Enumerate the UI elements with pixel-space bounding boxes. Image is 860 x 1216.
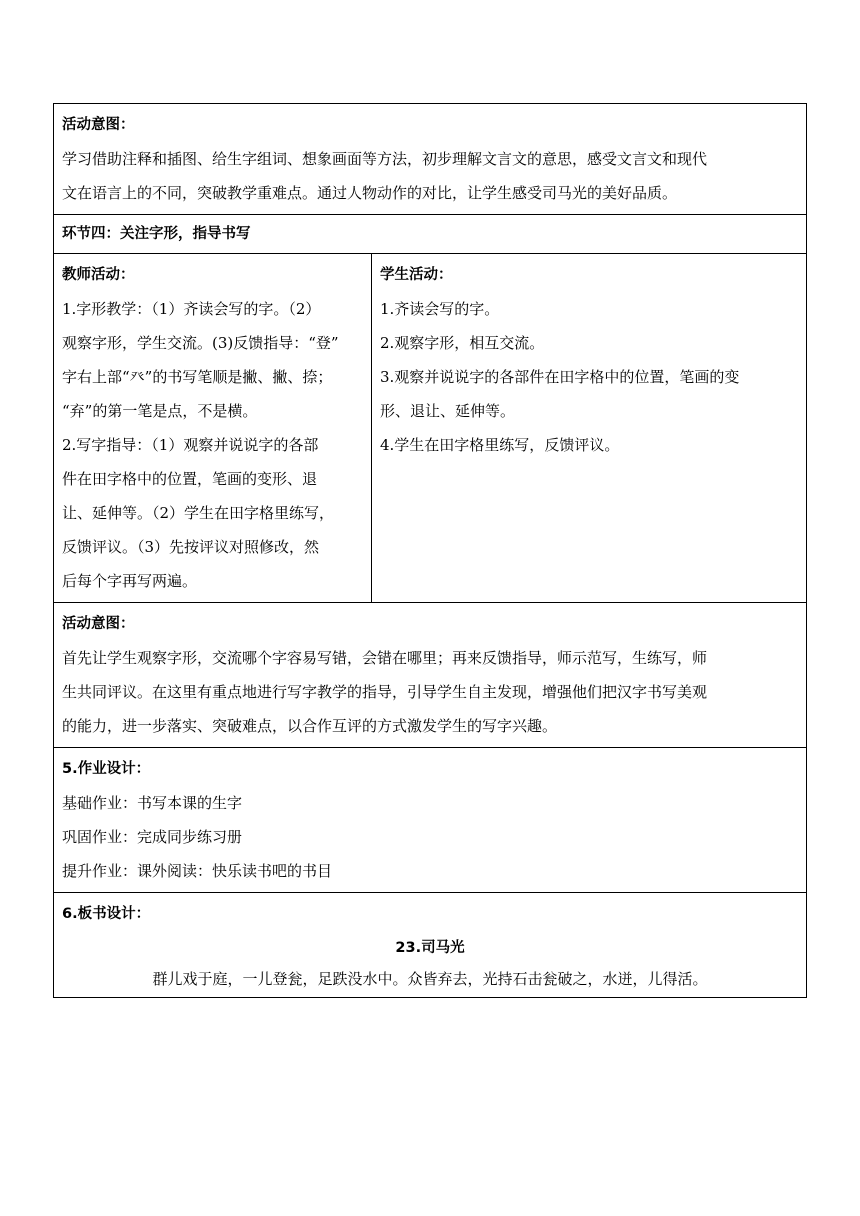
lesson-plan-table xyxy=(53,103,807,998)
homework-line: 基础作业：书写本课的生字 xyxy=(62,794,243,812)
intent2-cell xyxy=(54,603,807,748)
step4-title: 环节四：关注字形，指导书写 xyxy=(62,226,251,242)
student-line: 1.齐读会写的字。 xyxy=(380,300,500,318)
intent1-title: 活动意图： xyxy=(62,117,135,133)
teacher-line: 后每个字再写两遍。 xyxy=(62,572,198,590)
intent1-row xyxy=(54,104,807,215)
homework-line: 巩固作业：完成同步练习册 xyxy=(62,828,243,846)
teacher-line: 1.字形教学：（1）齐读会写的字。（2） xyxy=(62,300,321,318)
lesson-plan-page xyxy=(53,103,806,998)
homework-row xyxy=(54,748,807,893)
homework-title: 5.作业设计： xyxy=(62,761,151,777)
board-row xyxy=(54,893,807,998)
homework-cell xyxy=(54,748,807,893)
student-line: 4.学生在田字格里练写，反馈评议。 xyxy=(380,436,620,454)
student-line: 形、退让、延伸等。 xyxy=(380,402,516,420)
teacher-line: “弃”的第一笔是点，不是横。 xyxy=(62,402,258,420)
intent2-line: 生共同评议。在这里有重点地进行写字教学的指导，引导学生自主发现，增强他们把汉字书写美观 xyxy=(62,683,708,701)
intent2-line: 的能力，进一步落实、突破难点，以合作互评的方式激发学生的写字兴趣。 xyxy=(62,717,558,735)
teacher-line: 反馈评议。（3）先按评议对照修改，然 xyxy=(62,538,320,556)
student-cell xyxy=(372,254,807,603)
teacher-title: 教师活动： xyxy=(62,267,135,283)
teacher-line: 观察字形，学生交流。(3)反馈指导：“登” xyxy=(62,334,339,352)
teacher-cell xyxy=(54,254,372,603)
step4-row xyxy=(54,215,807,254)
student-line: 2.观察字形，相互交流。 xyxy=(380,334,545,352)
teacher-line: 字右上部“癶”的书写笔顺是撇、撇、捺； xyxy=(62,368,333,386)
board-text: 群儿戏于庭，一儿登瓮，足跌没水中。众皆弃去，光持石击瓮破之，水迸，儿得活。 xyxy=(152,970,708,988)
activities-row xyxy=(54,254,807,603)
board-lesson-title: 23.司马光 xyxy=(395,940,465,956)
homework-line: 提升作业：课外阅读：快乐读书吧的书目 xyxy=(62,862,333,880)
student-line: 3.观察并说说字的各部件在田字格中的位置，笔画的变 xyxy=(380,368,740,386)
board-cell xyxy=(54,893,807,998)
intent2-row xyxy=(54,603,807,748)
teacher-line: 件在田字格中的位置，笔画的变形、退 xyxy=(62,470,318,488)
intent1-line: 文在语言上的不同，突破教学重难点。通过人物动作的对比，让学生感受司马光的美好品质。 xyxy=(62,184,678,202)
teacher-line: 2.写字指导：（1）观察并说说字的各部 xyxy=(62,436,319,454)
intent1-cell xyxy=(54,104,807,215)
teacher-line: 让、延伸等。（2）学生在田字格里练写， xyxy=(62,504,335,522)
intent2-title: 活动意图： xyxy=(62,616,135,632)
student-title: 学生活动： xyxy=(380,267,453,283)
board-title: 6.板书设计： xyxy=(62,906,151,922)
intent2-line: 首先让学生观察字形，交流哪个字容易写错，会错在哪里；再来反馈指导，师示范写，生练写，师 xyxy=(62,649,708,667)
intent1-line: 学习借助注释和插图、给生字组词、想象画面等方法，初步理解文言文的意思，感受文言文和现代 xyxy=(62,150,708,168)
step4-cell xyxy=(54,215,807,254)
